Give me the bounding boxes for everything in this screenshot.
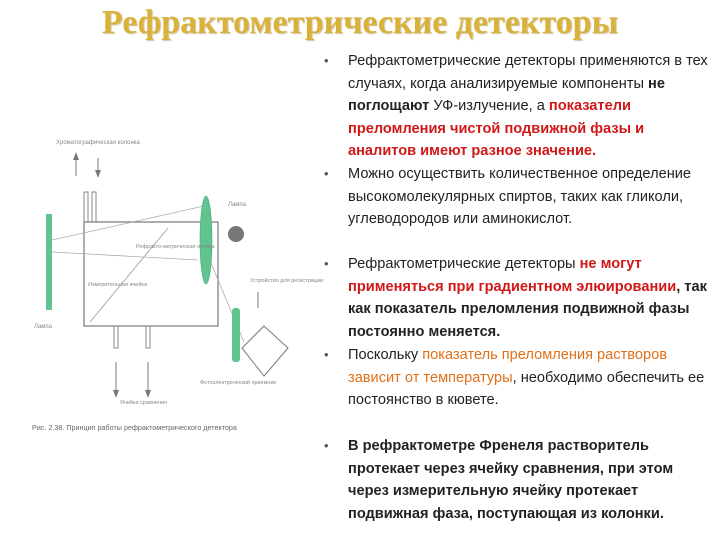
label-outlet-comparison: Ячейка сравнения — [120, 400, 168, 406]
label-photoelectric-receiver: Фотоэлектрический приемник — [200, 380, 276, 386]
detector-schematic — [28, 132, 336, 440]
bullet-item-4: • Поскольку показатель преломления растворов зависит от температуры, необходимо обеспечить ее постоянство в кювете. — [324, 344, 716, 435]
detector-diagram — [28, 132, 336, 440]
bullet-item-1: • Рефрактометрические детекторы применяются в тех случаях, когда анализируемые компоненты не поглощают УФ-излучение, а показатели преломления чистой подвижной фазы и аналитов имеют разное значение. — [324, 50, 716, 163]
lamp-icon — [228, 226, 244, 242]
bullet-list — [324, 50, 716, 525]
bullet-item-2: • Можно осуществить количественное определение высокомолекулярных спиртов, таких как гликоли, углеводородов или аминокислот. — [324, 163, 716, 253]
label-recorder-device: Устройство для регистрации — [250, 278, 324, 284]
bullet-item-3: • Рефрактометрические детекторы не могут применяться при градиентном элюировании, так как показатель преломления подвижной фазы постоянно меняется. — [324, 253, 716, 344]
figure-caption: Рис. 2.38. Принцип работы рефрактометрического детектора — [32, 423, 237, 432]
label-lamp: Лампа — [228, 202, 246, 208]
lens — [200, 196, 212, 284]
label-light-source: Лампа — [34, 324, 52, 330]
photo-receiver-diamond — [242, 326, 288, 376]
label-measuring-cell: Измерительная ячейка — [88, 282, 148, 288]
label-reference-cell: Рефракто-метрическая ячейка — [136, 244, 215, 250]
label-chromatograph-column: Хроматографическая колонка — [56, 140, 140, 146]
slide-title: Рефрактометрические детекторы — [101, 4, 619, 41]
bullet-item-5: • В рефрактометре Френеля растворитель протекает через ячейку сравнения, при этом через измерительную ячейку протекает подвижная фаза, поступающая из колонки. — [324, 435, 716, 525]
